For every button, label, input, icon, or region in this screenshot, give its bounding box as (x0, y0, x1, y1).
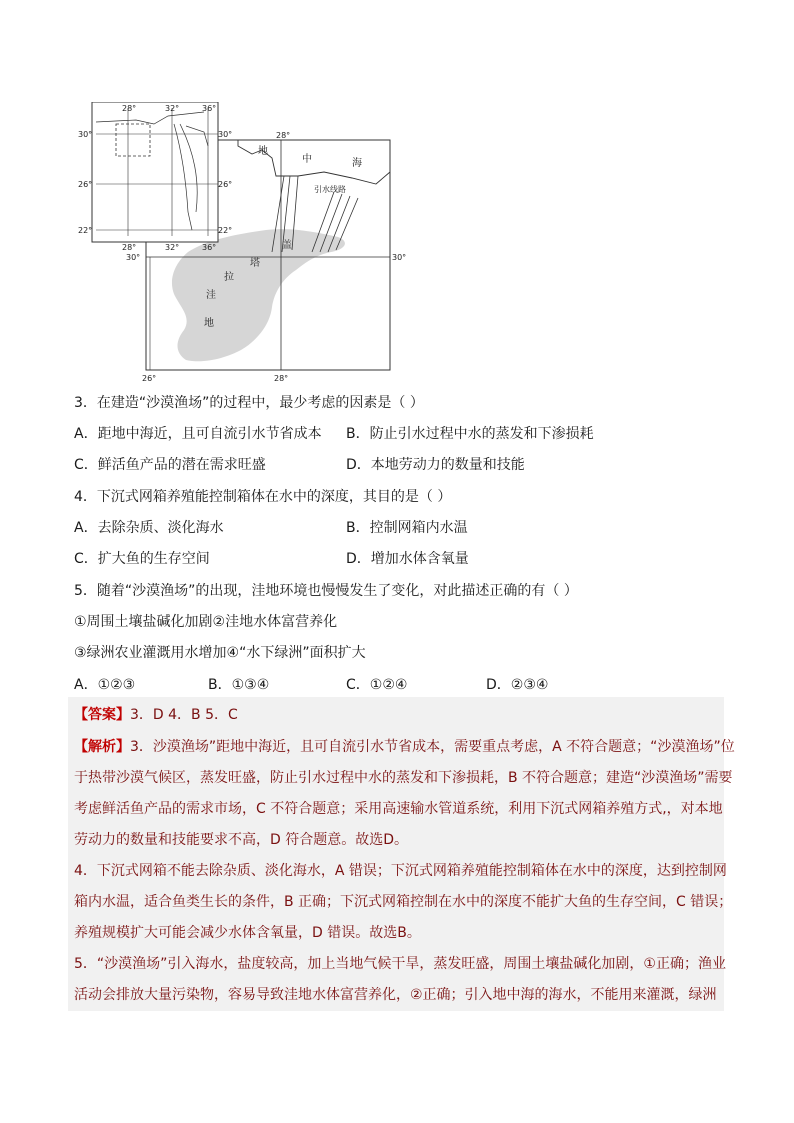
question-5-option-a: A．①②③ (74, 677, 136, 693)
question-5-statements-1: ①周围土壤盐碱化加剧②洼地水体富营养化 (74, 614, 338, 630)
question-4-option-d: D．增加水体含氧量 (346, 551, 469, 567)
sea-label-1: 地 (258, 146, 268, 157)
inset-lon-bottom-1: 28° (122, 243, 137, 252)
question-5-option-d: D．②③④ (486, 677, 549, 693)
inset-lon-top-1: 28° (122, 104, 137, 113)
analysis-line-7: 养殖规模扩大可能会减少水体含氧量，D 错误。故选B。 (74, 925, 421, 941)
analysis-line-1 (74, 737, 735, 757)
question-4-option-a: A．去除杂质、淡化海水 (74, 520, 224, 536)
question-4-option-b: B．控制网箱内水温 (346, 520, 468, 536)
question-3-option-b: B．防止引水过程中水的蒸发和下渗损耗 (346, 426, 594, 442)
inset-lat-left-2: 26° (78, 180, 93, 189)
analysis-line-8: 5．“沙漠渔场”引入海水，盐度较高，加上当地气候干旱，蒸发旺盛，周围土壤盐碱化加剧，①正确；渔业 (74, 956, 726, 972)
inset-map-frame (92, 102, 218, 242)
question-5-stem: 5．随着“沙漠渔场”的出现，洼地环境也慢慢发生了变化，对此描述正确的有（ ） (74, 583, 578, 599)
sea-label-3: 海 (352, 158, 362, 169)
depression-label-5: 地 (204, 318, 214, 329)
analysis-line-3: 考虑鲜活鱼产品的需求市场，C 不符合题意；采用高速输水管道系统，利用下沉式网箱养殖方式,，对本地 (74, 801, 723, 817)
depression-label-1: 盖 (282, 240, 292, 251)
sea-label-2: 中 (302, 154, 312, 165)
qattara-map-figure (76, 102, 406, 387)
inset-lat-right-3: 22° (218, 226, 233, 235)
inset-lat-right-2: 26° (218, 180, 233, 189)
question-5-statements-2: ③绿洲农业灌溉用水增加④“水下绿洲”面积扩大 (74, 645, 366, 661)
map-svg (76, 102, 406, 387)
analysis-line-2: 于热带沙漠气候区，蒸发旺盛，防止引水过程中水的蒸发和下渗损耗，B 不符合题意；建造“沙漠渔场”需要 (74, 770, 733, 786)
main-lon-bottom-1: 26° (142, 374, 157, 383)
question-5-option-b: B．①③④ (208, 677, 270, 693)
question-5-option-c: C．①②④ (346, 677, 408, 693)
analysis-tag: 【解析】 (74, 739, 130, 755)
analysis-line-4: 劳动力的数量和技能要求不高，D 符合题意。故选D。 (74, 832, 409, 848)
inset-lat-left-3: 22° (78, 226, 93, 235)
inset-lat-left-1: 30° (78, 130, 93, 139)
analysis-line-5: 4．下沉式网箱不能去除杂质、淡化海水，A 错误；下沉式网箱养殖能控制箱体在水中的深度，达到控制网 (74, 863, 727, 879)
answer-text: 3．D 4．B 5．C (130, 707, 238, 723)
inset-lon-bottom-3: 36° (202, 243, 217, 252)
question-3-option-a: A．距地中海近，且可自流引水节省成本 (74, 426, 322, 442)
depression-label-4: 洼 (206, 290, 216, 301)
depression-shading (172, 229, 345, 361)
question-3-option-c: C．鲜活鱼产品的潜在需求旺盛 (74, 457, 266, 473)
analysis-line-9: 活动会排放大量污染物，容易导致洼地水体富营养化，②正确；引入地中海的海水，不能用来灌溉，绿洲 (74, 987, 717, 1003)
question-3-option-d: D．本地劳动力的数量和技能 (346, 457, 525, 473)
inset-lon-top-2: 32° (165, 104, 180, 113)
main-lat-right: 30° (392, 253, 406, 262)
depression-label-3: 拉 (224, 272, 234, 283)
inset-lon-bottom-2: 32° (165, 243, 180, 252)
analysis-line-6: 箱内水温，适合鱼类生长的条件，B 正确；下沉式网箱控制在水中的深度不能扩大鱼的生存空间，C 错误； (74, 894, 733, 910)
main-lat-left: 30° (126, 253, 141, 262)
inset-lon-top-3: 36° (202, 104, 217, 113)
question-4-option-c: C．扩大鱼的生存空间 (74, 551, 210, 567)
answer-line (74, 705, 238, 725)
answer-tag: 【答案】 (74, 707, 130, 723)
main-lon-bottom-2: 28° (274, 374, 289, 383)
depression-label-2: 塔 (250, 258, 260, 269)
route-label: 引水线路 (314, 185, 346, 194)
question-4-stem: 4．下沉式网箱养殖能控制箱体在水中的深度，其目的是（ ） (74, 489, 452, 505)
analysis-text-1: 3．沙漠渔场”距地中海近，且可自流引水节省成本，需要重点考虑，A 不符合题意；“沙漠渔场”位 (130, 739, 735, 755)
main-lon-top: 28° (276, 131, 291, 140)
question-3-stem: 3．在建造“沙漠渔场”的过程中，最少考虑的因素是（ ） (74, 395, 424, 411)
inset-lat-right-1: 30° (218, 130, 233, 139)
